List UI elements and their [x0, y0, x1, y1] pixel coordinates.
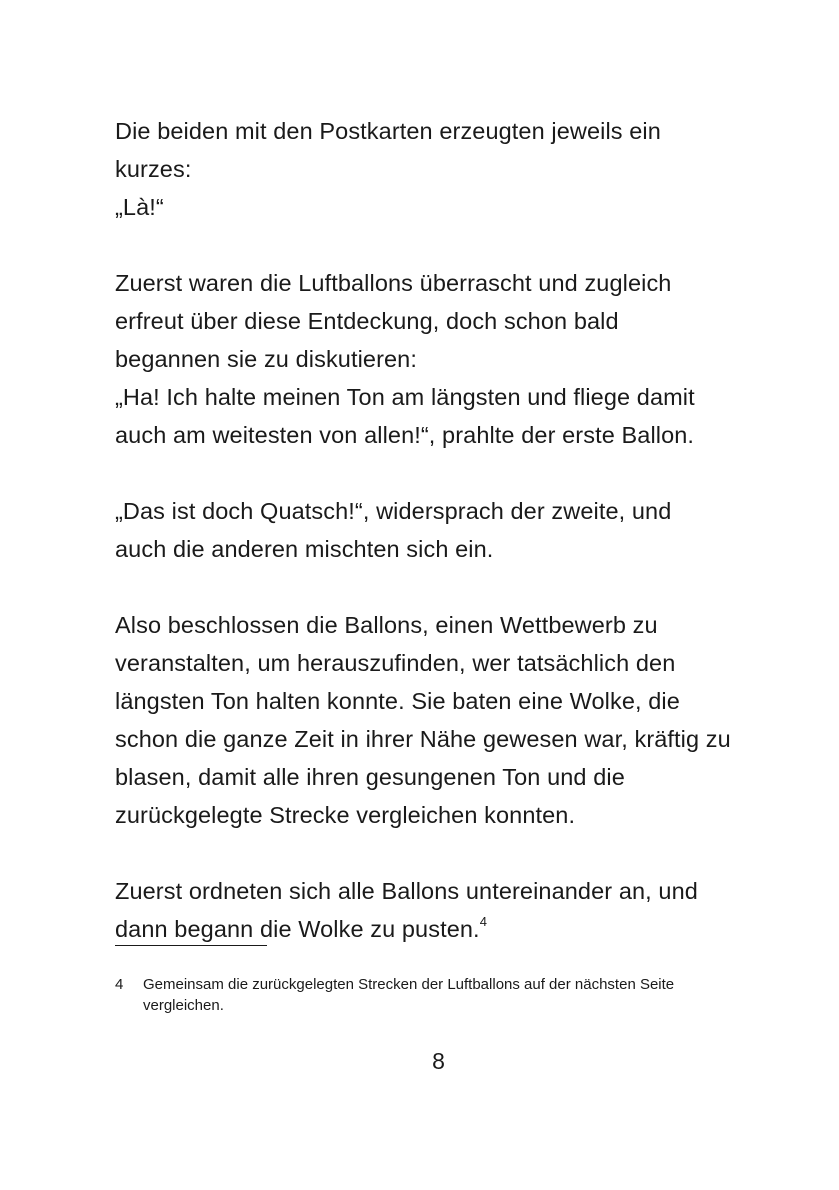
paragraph-1 — [115, 112, 755, 226]
page-number: 8 — [432, 1048, 445, 1074]
text-line: schon die ganze Zeit in ihrer Nähe gewesen war, kräftig zu — [115, 726, 731, 752]
paragraph-5 — [115, 872, 755, 948]
text-line: längsten Ton halten konnte. Sie baten eine Wolke, die — [115, 688, 680, 714]
text-line: auch am weitesten von allen!“, prahlte der erste Ballon. — [115, 422, 695, 448]
text-line: blasen, damit alle ihren gesungenen Ton und die — [115, 764, 625, 790]
footnote-divider — [115, 945, 267, 946]
footnote-number: 4 — [115, 976, 124, 993]
footnote — [115, 974, 755, 1016]
text-line: begannen sie zu diskutieren: — [115, 346, 417, 372]
text-line-content: dann begann die Wolke zu pusten. — [115, 916, 480, 942]
text-line: zurückgelegte Strecke vergleichen konnten. — [115, 802, 576, 828]
text-line: „Das ist doch Quatsch!“, widersprach der zweite, und — [115, 498, 672, 524]
text-line-with-footnote — [115, 910, 755, 948]
text-line: Also beschlossen die Ballons, einen Wettbewerb zu — [115, 612, 658, 638]
paragraph-3 — [115, 492, 755, 568]
text-line: Die beiden mit den Postkarten erzeugten jeweils ein — [115, 118, 661, 144]
text-line: veranstalten, um herauszufinden, wer tatsächlich den — [115, 650, 676, 676]
paragraph-4 — [115, 606, 755, 834]
text-line: erfreut über diese Entdeckung, doch schon bald — [115, 308, 619, 334]
main-text — [115, 112, 755, 948]
text-line: Zuerst ordneten sich alle Ballons untereinander an, und — [115, 878, 698, 904]
footnote-text: Gemeinsam die zurückgelegten Strecken der Luftballons auf der nächsten Seite vergleichen. — [143, 976, 675, 1014]
text-line: „Là!“ — [115, 194, 164, 220]
text-line: auch die anderen mischten sich ein. — [115, 536, 494, 562]
text-line: kurzes: — [115, 156, 192, 182]
footnote-reference[interactable]: 4 — [479, 914, 488, 930]
paragraph-2 — [115, 264, 755, 454]
text-line: „Ha! Ich halte meinen Ton am längsten und fliege damit — [115, 384, 695, 410]
text-line: Zuerst waren die Luftballons überrascht und zugleich — [115, 270, 672, 296]
